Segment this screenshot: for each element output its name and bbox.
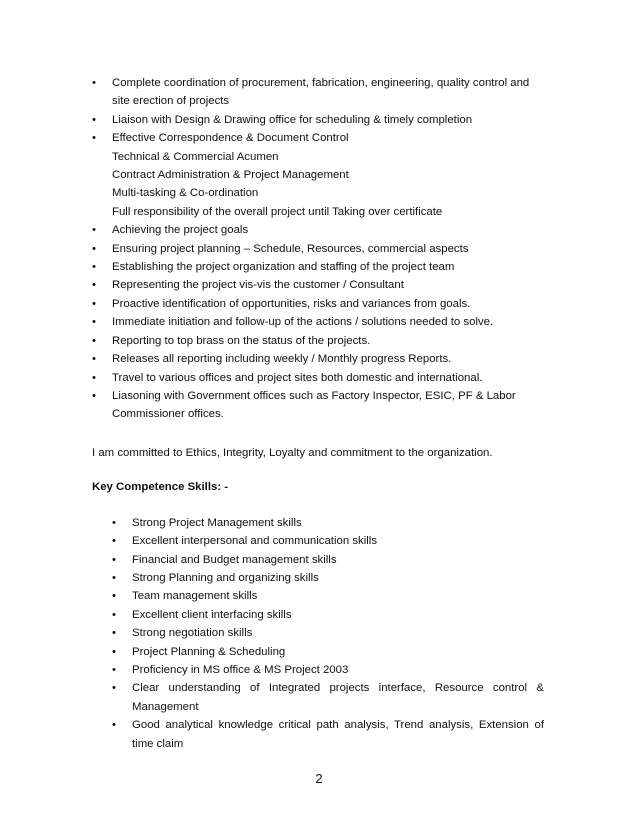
bullet-icon: • xyxy=(92,371,96,384)
responsibility-item xyxy=(92,313,544,331)
commitment-statement: I am committed to Ethics, Integrity, Loyalty and commitment to the organization. xyxy=(92,446,493,459)
responsibility-text: Achieving the project goals xyxy=(112,224,249,237)
page-number: 2 xyxy=(315,771,323,786)
bullet-icon: • xyxy=(112,719,116,732)
responsibility-text: Liasoning with Government offices such as Factory Inspector, ESIC, PF & Labor Commissioner offices. xyxy=(112,389,516,421)
bullet-icon: • xyxy=(112,682,116,695)
bullet-icon: • xyxy=(112,645,116,658)
skills-list xyxy=(92,514,544,753)
skill-item xyxy=(112,514,544,532)
skill-item xyxy=(112,624,544,642)
skill-text: Strong Planning and organizing skills xyxy=(132,571,319,584)
bullet-icon: • xyxy=(92,77,96,89)
responsibility-text: Travel to various offices and project sites both domestic and international. xyxy=(112,371,483,384)
bullet-icon: • xyxy=(92,261,96,274)
bullet-icon: • xyxy=(112,535,116,548)
bullet-icon: • xyxy=(92,113,96,126)
bullet-icon: • xyxy=(92,132,96,145)
bullet-icon: • xyxy=(92,279,96,292)
responsibility-item xyxy=(92,276,544,294)
skill-item xyxy=(112,716,544,753)
responsibility-text: Representing the project vis-vis the customer / Consultant xyxy=(112,279,404,292)
responsibility-item xyxy=(92,258,544,276)
skill-text: Good analytical knowledge critical path analysis, Trend analysis, Extension of time claim xyxy=(132,719,544,750)
skill-text: Strong negotiation skills xyxy=(132,627,253,640)
responsibility-text: Effective Correspondence & Document Control xyxy=(112,132,349,145)
bullet-icon: • xyxy=(92,353,96,366)
skill-item xyxy=(112,587,544,605)
bullet-icon: • xyxy=(112,608,116,621)
skill-text: Strong Project Management skills xyxy=(132,516,302,529)
skill-item xyxy=(112,606,544,624)
bullet-icon: • xyxy=(92,389,96,402)
bullet-icon: • xyxy=(112,663,116,676)
responsibilities-list xyxy=(92,74,544,424)
bullet-icon: • xyxy=(112,571,116,584)
skill-text: Clear understanding of Integrated projects interface, Resource control & Management xyxy=(132,682,544,713)
responsibility-text: Releases all reporting including weekly / Monthly progress Reports. xyxy=(112,353,452,366)
skill-text: Team management skills xyxy=(132,590,258,603)
responsibility-item xyxy=(92,350,544,368)
responsibility-item xyxy=(92,129,544,221)
responsibility-item xyxy=(92,332,544,350)
skills-heading: Key Competence Skills: - xyxy=(92,480,229,493)
responsibility-text: Liaison with Design & Drawing office for scheduling & timely completion xyxy=(112,113,473,126)
responsibility-text: Ensuring project planning – Schedule, Resources, commercial aspects xyxy=(112,242,469,255)
skill-item xyxy=(112,532,544,550)
bullet-icon: • xyxy=(112,590,116,603)
bullet-icon: • xyxy=(92,242,96,255)
bullet-icon: • xyxy=(92,224,96,237)
skill-text: Excellent client interfacing skills xyxy=(132,608,292,621)
skill-item xyxy=(112,679,544,716)
skill-text: Proficiency in MS office & MS Project 2003 xyxy=(132,663,349,676)
skill-text: Excellent interpersonal and communication skills xyxy=(132,535,378,548)
responsibility-item xyxy=(92,387,544,424)
skill-item xyxy=(112,551,544,569)
skill-item xyxy=(112,643,544,661)
skill-text: Financial and Budget management skills xyxy=(132,553,337,566)
bullet-icon: • xyxy=(92,334,96,347)
skill-item xyxy=(112,661,544,679)
responsibility-item xyxy=(92,221,544,239)
responsibility-item xyxy=(92,111,544,129)
responsibility-subline: Full responsibility of the overall project until Taking over certificate xyxy=(112,205,443,218)
responsibility-text: Establishing the project organization and staffing of the project team xyxy=(112,261,455,274)
page-content xyxy=(92,74,544,753)
responsibility-text: Proactive identification of opportunities, risks and variances from goals. xyxy=(112,297,471,310)
bullet-icon: • xyxy=(112,627,116,640)
responsibility-item xyxy=(92,74,544,111)
responsibility-text: Immediate initiation and follow-up of the actions / solutions needed to solve. xyxy=(112,316,494,329)
responsibility-subline: Contract Administration & Project Management xyxy=(112,169,349,182)
responsibility-text: Reporting to top brass on the status of the projects. xyxy=(112,334,371,347)
bullet-icon: • xyxy=(92,297,96,310)
bullet-icon: • xyxy=(112,553,116,566)
bullet-icon: • xyxy=(92,316,96,329)
skill-item xyxy=(112,569,544,587)
responsibility-item xyxy=(92,295,544,313)
bullet-icon: • xyxy=(112,516,116,529)
responsibility-subline: Technical & Commercial Acumen xyxy=(112,150,279,163)
skill-text: Project Planning & Scheduling xyxy=(132,645,286,658)
responsibility-text: Complete coordination of procurement, fabrication, engineering, quality control and site erection of projects xyxy=(112,77,530,108)
responsibility-item xyxy=(92,369,544,387)
responsibility-item xyxy=(92,240,544,258)
responsibility-subline: Multi-tasking & Co-ordination xyxy=(112,187,259,200)
